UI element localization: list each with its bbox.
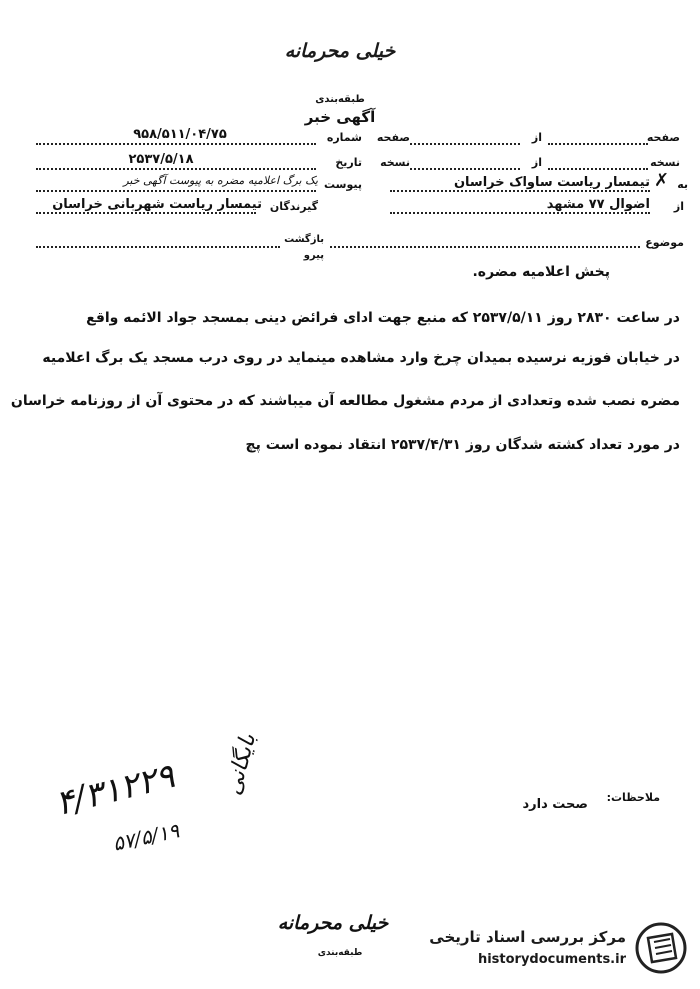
from-label: از	[673, 200, 684, 213]
watermark-url: historydocuments.ir	[477, 952, 626, 967]
copy-of-label: از	[531, 156, 542, 169]
number-label: شماره	[326, 131, 362, 144]
body-line: در خیابان فوزیه نرسیده بمیدان چرخ وارد مشاهده مینماید در روی درب مسجد یک برگ اعلامیه	[42, 350, 680, 366]
attachment-value: یک برگ اعلامیه مضره به پیوست آگهی خبر	[123, 174, 318, 187]
copy-label: نسخه	[380, 156, 410, 169]
body-line: در مورد تعداد کشته شدگان روز ۲۵۳۷/۴/۳۱ انتقاد نموده است پچ	[245, 437, 680, 453]
date-value: ۲۵۳۷/۵/۱۸	[128, 152, 194, 167]
remarks-value: صحت دارد	[522, 797, 588, 812]
subject-value: پخش اعلامیه مضره.	[472, 264, 610, 280]
to-check-mark: ✗	[654, 170, 670, 191]
class-category-value: آگهی خبر	[304, 108, 376, 126]
page-of-label: از	[531, 131, 542, 144]
class-category-label: طبقه‌بندی	[315, 94, 365, 105]
page-label: صفحه	[376, 131, 410, 144]
classification-bottom: خیلی محرمانه	[277, 912, 389, 934]
classification-top: خیلی محرمانه	[284, 40, 396, 62]
number-value: ۹۵۸/۵۱۱/۰۴/۷۵	[133, 127, 227, 142]
to-value: تیمسار ریاست ساواک خراسان	[453, 175, 650, 190]
archive-logo-icon	[634, 920, 688, 976]
recipients-label: گیرندگان	[269, 200, 318, 213]
page-label-right: صفحه	[646, 131, 680, 144]
remarks-label: ملاحظات:	[606, 791, 660, 804]
body-line: در ساعت ۲۸۳۰ روز ۲۵۳۷/۵/۱۱ که منبع جهت ادای فرائض دینی بمسجد جواد الائمه واقع	[86, 310, 680, 326]
date-label: تاریخ	[335, 156, 362, 169]
from-value: اضواﻝ ۷۷ مشهد	[546, 197, 650, 212]
return-label: بازگشت	[284, 234, 324, 245]
handwritten-number: ۴/۳۱۲۲۹	[51, 755, 179, 825]
to-label: به	[677, 178, 688, 191]
handwritten-note: بایگانی	[220, 731, 262, 798]
watermark-title: مرکز بررسی اسناد تاریخی	[429, 928, 626, 946]
file-label: پیرو	[303, 250, 324, 261]
recipients-value: تیمسار ریاست شهربانی خراسان	[52, 197, 262, 212]
watermark	[430, 918, 692, 980]
attachment-label: پیوست	[324, 178, 362, 191]
handwritten-date: ۵۷/۵/۱۹	[110, 818, 182, 856]
body-line: مضره نصب شده وتعدادی از مردم مشغول مطالعه آن میباشند که در محتوی آن از روزنامه خراسان	[10, 393, 680, 409]
copy-label-right: نسخه	[650, 156, 680, 169]
footer-small-label: طبقه‌بندی	[317, 948, 363, 958]
subject-label: موضوع	[645, 236, 684, 249]
